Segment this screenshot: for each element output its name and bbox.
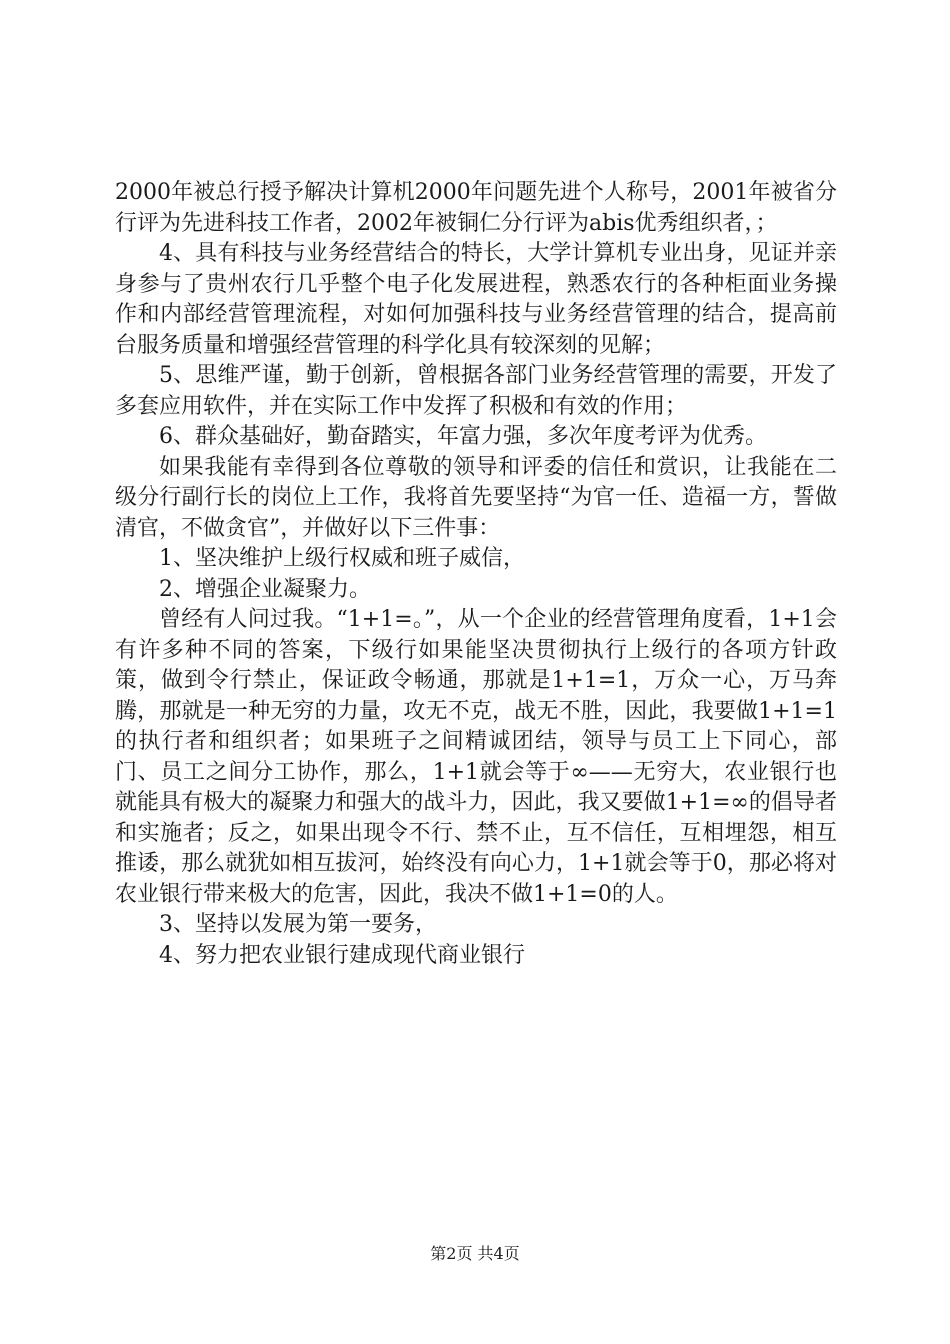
paragraph-3: 5、思维严谨，勤于创新，曾根据各部门业务经营管理的需要，开发了多套应用软件，并在实际工作中发挥了积极和有效的作用； bbox=[115, 363, 837, 419]
paragraph-4: 6、群众基础好，勤奋踏实，年富力强，多次年度考评为优秀。 bbox=[159, 424, 767, 449]
paragraph-9: 3、坚持以发展为第一要务， bbox=[159, 912, 437, 937]
paragraph-2: 4、具有科技与业务经营结合的特长，大学计算机专业出身，见证并亲身参与了贵州农行几乎整个电子化发展进程，熟悉农行的各种柜面业务操作和内部经营管理流程，对如何加强科技与业务经营管理的结合，提高前台服务质量和增强经营管理的科学化具有较深刻的见解； bbox=[115, 241, 837, 358]
page-number-footer: 第2页 共4页 bbox=[430, 1244, 520, 1263]
document-body bbox=[115, 178, 837, 971]
paragraph-6: 1、坚决维护上级行权威和班子威信， bbox=[159, 546, 525, 571]
paragraph-1: 2000年被总行授予解决计算机2000年问题先进个人称号，2001年被省分行评为先进科技工作者，2002年被铜仁分行评为abis优秀组织者，； bbox=[115, 180, 837, 236]
paragraph-5: 如果我能有幸得到各位尊敬的领导和评委的信任和赏识，让我能在二级分行副行长的岗位上工作，我将首先要坚持“为官一任、造福一方，誓做清官，不做贪官”，并做好以下三件事： bbox=[115, 454, 837, 541]
paragraph-8: 曾经有人问过我。“1+1=。”，从一个企业的经营管理角度看，1+1会有许多种不同的答案，下级行如果能坚决贯彻执行上级行的各项方针政策，做到令行禁止，保证政令畅通，那就是1+1=1，万众一心，万马奔腾，那就是一种无穷的力量，攻无不克，战无不胜，因此，我要做1+1=1的执行者和组织者；如果班子之间精诚团结，领导与员工上下同心，部门、员工之间分工协作，那么，1+1就会等于∞——无穷大，农业银行也就能具有极大的凝聚力和强大的战斗力，因此，我又要做1+1=∞的倡导者和实施者；反之，如果出现令不行、禁不止，互不信任，互相埋怨，相互推诿，那么就犹如相互拔河，始终没有向心力，1+1就会等于0，那必将对农业银行带来极大的危害，因此，我决不做1+1=0的人。 bbox=[115, 607, 837, 907]
paragraph-7: 2、增强企业凝聚力。 bbox=[159, 576, 371, 602]
paragraph-10: 4、努力把农业银行建成现代商业银行 bbox=[159, 942, 525, 968]
